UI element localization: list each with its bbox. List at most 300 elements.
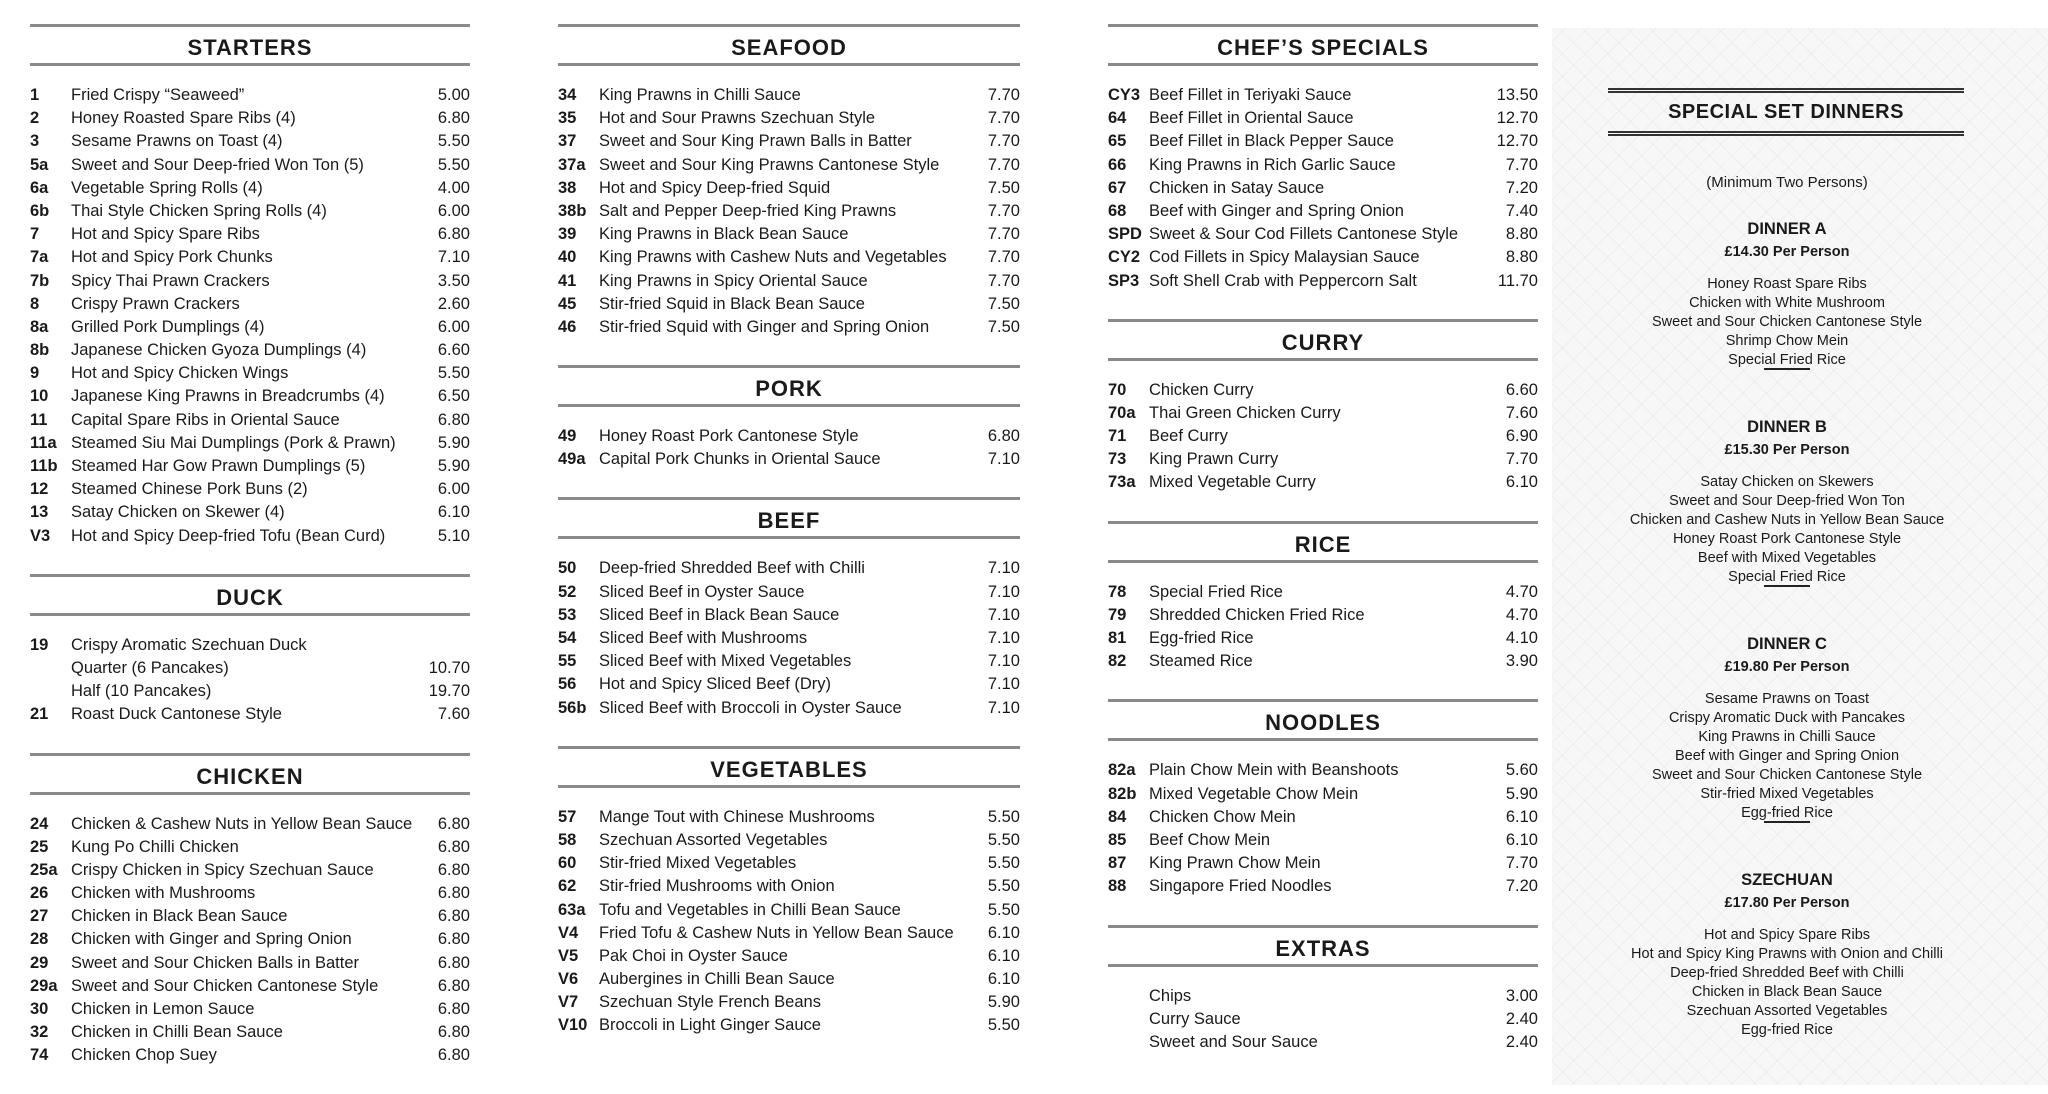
item-list bbox=[1108, 985, 1538, 1055]
item-number: 54 bbox=[558, 629, 577, 647]
menu-item bbox=[558, 968, 1020, 991]
menu-item bbox=[30, 680, 470, 703]
item-list bbox=[1108, 84, 1538, 293]
menu-item bbox=[30, 339, 470, 362]
item-number: 73 bbox=[1108, 450, 1127, 469]
set-dinners-subtitle: (Minimum Two Persons) bbox=[1706, 174, 1868, 191]
menu-item bbox=[558, 604, 1020, 627]
item-number: 35 bbox=[558, 109, 577, 128]
item-price: 7.70 bbox=[987, 201, 1020, 220]
menu-item bbox=[30, 952, 470, 975]
item-price: 2.40 bbox=[1505, 1009, 1538, 1028]
dinner-price: £19.80 Per Person bbox=[1724, 659, 1850, 675]
item-name: Mange Tout with Chinese Mushrooms bbox=[599, 807, 875, 826]
dinner-dish: Special Fried Rice bbox=[1728, 352, 1846, 368]
item-number: 85 bbox=[1108, 830, 1127, 849]
menu-item bbox=[1108, 627, 1538, 650]
menu-section bbox=[1108, 24, 1538, 293]
item-name: Szechuan Assorted Vegetables bbox=[599, 830, 828, 849]
item-number: 38b bbox=[558, 201, 587, 220]
item-name: Crispy Aromatic Szechuan Duck bbox=[71, 635, 307, 654]
item-price: 4.70 bbox=[1505, 582, 1538, 601]
item-number: 73a bbox=[1108, 473, 1136, 492]
item-price: 6.10 bbox=[1505, 807, 1538, 826]
menu-item bbox=[30, 293, 470, 316]
item-name: Capital Spare Ribs in Oriental Sauce bbox=[71, 410, 340, 429]
menu-item bbox=[30, 200, 470, 223]
item-name: Crispy Prawn Crackers bbox=[71, 294, 240, 313]
menu-item bbox=[558, 177, 1020, 200]
menu-item bbox=[1108, 200, 1538, 223]
item-list bbox=[558, 425, 1020, 471]
item-name: King Prawn Curry bbox=[1149, 450, 1279, 469]
item-name: Sliced Beef with Mushrooms bbox=[599, 629, 808, 647]
item-number: 57 bbox=[558, 807, 577, 826]
menu-section bbox=[558, 746, 1020, 1038]
item-price: 4.70 bbox=[1505, 605, 1538, 624]
menu-item bbox=[1108, 107, 1538, 130]
item-price: 5.90 bbox=[1505, 784, 1538, 803]
item-name: Plain Chow Mein with Beanshoots bbox=[1149, 761, 1399, 780]
item-name: Sliced Beef with Broccoli in Oyster Sauce bbox=[599, 698, 902, 717]
item-name: Beef with Ginger and Spring Onion bbox=[1149, 201, 1404, 220]
item-name: Sweet and Sour Sauce bbox=[1149, 1032, 1318, 1051]
item-number: 52 bbox=[558, 582, 577, 601]
item-name: Beef Fillet in Teriyaki Sauce bbox=[1149, 86, 1352, 104]
item-name: Steamed Siu Mai Dumplings (Pork & Prawn) bbox=[71, 433, 396, 452]
menu-item bbox=[558, 154, 1020, 177]
menu-item bbox=[30, 130, 470, 153]
dinner-name: SZECHUAN bbox=[1741, 871, 1833, 889]
menu-item bbox=[30, 84, 470, 107]
menu-item bbox=[30, 859, 470, 882]
item-price: 6.10 bbox=[987, 946, 1020, 965]
item-name: Hot and Sour Prawns Szechuan Style bbox=[599, 109, 876, 128]
item-price: 6.80 bbox=[437, 225, 470, 244]
item-list bbox=[558, 84, 1020, 339]
menu-item bbox=[30, 813, 470, 836]
item-name: Aubergines in Chilli Bean Sauce bbox=[599, 970, 835, 989]
item-name: Sweet and Sour King Prawns Cantonese Style bbox=[599, 155, 940, 174]
item-name: Hot and Spicy Sliced Beef (Dry) bbox=[599, 675, 832, 694]
item-number: 10 bbox=[30, 387, 49, 406]
dinner-dish: Special Fried Rice bbox=[1728, 569, 1846, 585]
menu-item bbox=[558, 852, 1020, 875]
item-price: 12.70 bbox=[1496, 132, 1538, 151]
item-name: Japanese Chicken Gyoza Dumplings (4) bbox=[71, 341, 367, 360]
item-price: 8.80 bbox=[1505, 225, 1538, 244]
item-list bbox=[30, 813, 470, 1068]
item-price: 5.50 bbox=[987, 1016, 1020, 1035]
item-name: Pak Choi in Oyster Sauce bbox=[599, 946, 788, 965]
menu-item bbox=[1108, 425, 1538, 448]
item-name: Sweet & Sour Cod Fillets Cantonese Style bbox=[1149, 225, 1459, 244]
menu-item bbox=[558, 270, 1020, 293]
item-number: 7b bbox=[30, 271, 50, 290]
item-price: 7.50 bbox=[987, 294, 1020, 313]
item-name: Salt and Pepper Deep-fried King Prawns bbox=[599, 201, 897, 220]
menu-item bbox=[30, 703, 470, 726]
menu-item bbox=[30, 362, 470, 385]
item-list bbox=[30, 634, 470, 727]
item-number: 53 bbox=[558, 605, 577, 624]
menu-item bbox=[558, 991, 1020, 1014]
item-price: 5.60 bbox=[1505, 761, 1538, 780]
item-price: 3.90 bbox=[1505, 652, 1538, 671]
menu-item bbox=[30, 634, 470, 657]
item-name: Sliced Beef with Mixed Vegetables bbox=[599, 652, 852, 671]
item-number: 66 bbox=[1108, 155, 1127, 174]
item-number: 8 bbox=[30, 294, 40, 313]
item-price: 6.80 bbox=[437, 1046, 470, 1065]
item-number: 38 bbox=[558, 178, 577, 197]
item-number: 9 bbox=[30, 364, 40, 383]
item-name: King Prawns in Chilli Sauce bbox=[599, 86, 801, 104]
item-name: Broccoli in Light Ginger Sauce bbox=[599, 1016, 821, 1035]
menu-item bbox=[1108, 759, 1538, 782]
item-number: 11 bbox=[30, 410, 48, 429]
dinner-dish: Beef with Ginger and Spring Onion bbox=[1674, 748, 1900, 764]
item-number: SPD bbox=[1108, 225, 1142, 244]
menu-item bbox=[30, 223, 470, 246]
section-heading: PORK bbox=[558, 365, 1020, 407]
item-name: King Prawns in Rich Garlic Sauce bbox=[1149, 155, 1396, 174]
item-price: 5.50 bbox=[987, 877, 1020, 896]
item-name: Beef Curry bbox=[1149, 427, 1228, 446]
dinner-dish: Honey Roast Spare Ribs bbox=[1707, 276, 1867, 292]
item-list bbox=[1108, 379, 1538, 495]
item-number: 71 bbox=[1108, 427, 1127, 446]
item-price: 5.50 bbox=[987, 807, 1020, 826]
item-name: Deep-fried Shredded Beef with Chilli bbox=[599, 559, 865, 578]
item-price: 7.10 bbox=[987, 675, 1020, 694]
section-heading: SEAFOOD bbox=[558, 24, 1020, 66]
item-price: 6.60 bbox=[1505, 380, 1538, 399]
menu-item bbox=[558, 922, 1020, 945]
menu-item bbox=[1108, 875, 1538, 898]
dinner-dish: King Prawns in Chilli Sauce bbox=[1698, 729, 1876, 745]
item-name: Curry Sauce bbox=[1149, 1009, 1241, 1028]
item-number: 5a bbox=[30, 155, 49, 174]
item-number: 11b bbox=[30, 457, 58, 475]
item-name: Fried Crispy “Seaweed” bbox=[71, 86, 245, 104]
menu-column-2 bbox=[558, 24, 1020, 1064]
item-number: 50 bbox=[558, 559, 577, 578]
menu-item bbox=[1108, 604, 1538, 627]
dinner-divider bbox=[1764, 585, 1810, 587]
item-name: Chicken in Lemon Sauce bbox=[71, 1000, 255, 1018]
item-number: 29a bbox=[30, 976, 58, 995]
item-price: 5.50 bbox=[987, 830, 1020, 849]
item-name: King Prawns in Spicy Oriental Sauce bbox=[599, 271, 868, 290]
menu-item bbox=[558, 223, 1020, 246]
item-number: CY2 bbox=[1108, 248, 1141, 267]
item-number: 32 bbox=[30, 1023, 49, 1042]
menu-item bbox=[1108, 581, 1538, 604]
item-price: 7.10 bbox=[987, 629, 1020, 647]
dinner-dish: Egg-fried Rice bbox=[1741, 1022, 1833, 1038]
section-heading: CHICKEN bbox=[30, 753, 470, 795]
menu-section bbox=[1108, 319, 1538, 495]
menu-item bbox=[30, 177, 470, 200]
item-name: Cod Fillets in Spicy Malaysian Sauce bbox=[1149, 248, 1420, 267]
menu-item bbox=[30, 246, 470, 269]
item-name: Satay Chicken on Skewer (4) bbox=[71, 503, 285, 522]
item-price: 7.10 bbox=[987, 605, 1020, 624]
item-number: 81 bbox=[1108, 629, 1127, 647]
item-price: 5.50 bbox=[437, 132, 470, 151]
item-number: 78 bbox=[1108, 582, 1127, 601]
item-number: 64 bbox=[1108, 109, 1127, 128]
item-price: 2.60 bbox=[437, 294, 470, 313]
menu-item bbox=[558, 557, 1020, 580]
item-number: 58 bbox=[558, 830, 577, 849]
item-name: Steamed Chinese Pork Buns (2) bbox=[71, 480, 308, 499]
menu-item bbox=[558, 806, 1020, 829]
item-number: 49a bbox=[558, 450, 586, 469]
item-number: 40 bbox=[558, 248, 577, 267]
item-price: 13.50 bbox=[1496, 86, 1538, 104]
menu-item bbox=[1108, 270, 1538, 293]
item-price: 6.10 bbox=[987, 923, 1020, 942]
item-price: 11.70 bbox=[1497, 271, 1538, 290]
dinner-dish: Crispy Aromatic Duck with Pancakes bbox=[1668, 710, 1906, 726]
item-name: Stir-fried Squid in Black Bean Sauce bbox=[599, 294, 865, 313]
item-name: Sliced Beef in Black Bean Sauce bbox=[599, 605, 840, 624]
item-number: 24 bbox=[30, 814, 49, 833]
menu-item bbox=[558, 627, 1020, 650]
menu-item bbox=[1108, 1008, 1538, 1031]
item-number: 27 bbox=[30, 907, 49, 926]
dinner-dish: Shrimp Chow Mein bbox=[1725, 333, 1849, 349]
item-name: Mixed Vegetable Curry bbox=[1149, 473, 1316, 492]
item-price: 3.50 bbox=[437, 271, 470, 290]
item-price: 5.90 bbox=[987, 993, 1020, 1012]
dinner-dish: Chicken and Cashew Nuts in Yellow Bean Sauce bbox=[1629, 512, 1945, 528]
menu-item bbox=[30, 657, 470, 680]
item-price: 3.00 bbox=[1505, 986, 1538, 1005]
item-price: 6.00 bbox=[437, 480, 470, 499]
item-name: Half (10 Pancakes) bbox=[71, 682, 212, 701]
item-name: Steamed Har Gow Prawn Dumplings (5) bbox=[71, 457, 366, 475]
item-price: 6.80 bbox=[437, 976, 470, 995]
menu-item bbox=[1108, 130, 1538, 153]
menu-section bbox=[558, 497, 1020, 719]
item-number: 55 bbox=[558, 652, 577, 671]
dinner-price: £14.30 Per Person bbox=[1724, 244, 1850, 260]
dinner-divider bbox=[1764, 368, 1810, 370]
dinner-dish: Sesame Prawns on Toast bbox=[1704, 691, 1870, 707]
item-name: Spicy Thai Prawn Crackers bbox=[71, 271, 270, 290]
item-name: Sweet and Sour King Prawn Balls in Batter bbox=[599, 132, 912, 151]
item-price: 5.10 bbox=[437, 526, 470, 545]
menu-item bbox=[30, 1021, 470, 1044]
item-name: Chips bbox=[1149, 986, 1192, 1005]
menu-item bbox=[558, 673, 1020, 696]
dinner-divider bbox=[1764, 821, 1810, 823]
item-price: 6.80 bbox=[437, 860, 470, 879]
item-name: Crispy Chicken in Spicy Szechuan Sauce bbox=[71, 860, 374, 879]
item-name: Stir-fried Mushrooms with Onion bbox=[599, 877, 835, 896]
menu-item bbox=[30, 154, 470, 177]
item-number: 7 bbox=[30, 225, 40, 244]
menu-section bbox=[558, 24, 1020, 339]
item-name: Hot and Spicy Chicken Wings bbox=[71, 364, 289, 383]
item-number: 68 bbox=[1108, 201, 1127, 220]
menu-item bbox=[558, 945, 1020, 968]
menu-item bbox=[1108, 471, 1538, 494]
dinner-dish: Honey Roast Pork Cantonese Style bbox=[1672, 531, 1902, 547]
dinner-dish: Chicken with White Mushroom bbox=[1689, 295, 1885, 311]
item-price: 7.60 bbox=[437, 705, 470, 724]
item-number: CY3 bbox=[1108, 86, 1141, 104]
item-list bbox=[1108, 581, 1538, 674]
menu-item bbox=[558, 697, 1020, 720]
item-number: 88 bbox=[1108, 877, 1127, 896]
item-name: King Prawns in Black Bean Sauce bbox=[599, 225, 849, 244]
item-number: 11a bbox=[30, 433, 57, 452]
item-number: 60 bbox=[558, 854, 577, 873]
item-name: Honey Roast Pork Cantonese Style bbox=[599, 427, 859, 446]
item-name: Thai Style Chicken Spring Rolls (4) bbox=[71, 201, 327, 220]
item-number: 2 bbox=[30, 109, 40, 128]
item-name: Szechuan Style French Beans bbox=[599, 993, 821, 1012]
item-number: 29 bbox=[30, 953, 49, 972]
item-price: 6.80 bbox=[437, 930, 470, 949]
item-price: 6.10 bbox=[987, 970, 1020, 989]
menu-item bbox=[1108, 650, 1538, 673]
menu-item bbox=[30, 975, 470, 998]
item-price: 6.80 bbox=[437, 907, 470, 926]
item-number: 70 bbox=[1108, 380, 1127, 399]
menu-item bbox=[1108, 806, 1538, 829]
item-number: 12 bbox=[30, 480, 49, 499]
menu-item bbox=[1108, 985, 1538, 1008]
item-name: Capital Pork Chunks in Oriental Sauce bbox=[599, 450, 881, 469]
item-price: 6.10 bbox=[1505, 830, 1538, 849]
section-heading: STARTERS bbox=[30, 24, 470, 66]
dinner-name: DINNER B bbox=[1747, 418, 1827, 436]
dinner-dish: Hot and Spicy Spare Ribs bbox=[1703, 927, 1871, 943]
item-price: 5.00 bbox=[437, 86, 470, 104]
item-number: V10 bbox=[558, 1016, 588, 1035]
item-number: V5 bbox=[558, 946, 579, 965]
menu-item bbox=[558, 581, 1020, 604]
item-number: 7a bbox=[30, 248, 49, 267]
menu-item bbox=[1108, 829, 1538, 852]
item-name: Fried Tofu & Cashew Nuts in Yellow Bean Sauce bbox=[599, 923, 954, 942]
item-number: V6 bbox=[558, 970, 579, 989]
menu-item bbox=[1108, 154, 1538, 177]
item-number: 28 bbox=[30, 930, 49, 949]
item-name: Soft Shell Crab with Peppercorn Salt bbox=[1149, 271, 1417, 290]
item-number: 49 bbox=[558, 427, 577, 446]
item-number: 67 bbox=[1108, 178, 1127, 197]
menu-item bbox=[1108, 852, 1538, 875]
dinner-dish: Sweet and Sour Chicken Cantonese Style bbox=[1651, 767, 1923, 783]
menu-item bbox=[1108, 246, 1538, 269]
set-dinners-title: SPECIAL SET DINNERS bbox=[1608, 88, 1964, 136]
dinner-dish: Sweet and Sour Chicken Cantonese Style bbox=[1651, 314, 1923, 330]
item-price: 6.80 bbox=[437, 109, 470, 128]
item-number: V7 bbox=[558, 993, 579, 1012]
section-heading: CHEF’S SPECIALS bbox=[1108, 24, 1538, 66]
item-name: Stir-fried Mixed Vegetables bbox=[599, 854, 797, 873]
item-list bbox=[558, 806, 1020, 1038]
item-number: 82b bbox=[1108, 784, 1137, 803]
menu-item bbox=[558, 448, 1020, 471]
item-number: 25 bbox=[30, 837, 49, 856]
item-name: Vegetable Spring Rolls (4) bbox=[71, 178, 263, 197]
menu-item bbox=[30, 905, 470, 928]
menu-item bbox=[558, 425, 1020, 448]
item-price: 12.70 bbox=[1496, 109, 1538, 128]
item-name: Sliced Beef in Oyster Sauce bbox=[599, 582, 805, 601]
item-name: Egg-fried Rice bbox=[1149, 629, 1254, 647]
section-heading: RICE bbox=[1108, 521, 1538, 563]
dinner-price: £15.30 Per Person bbox=[1724, 442, 1850, 458]
menu-item bbox=[1108, 379, 1538, 402]
menu-item bbox=[558, 107, 1020, 130]
menu-item bbox=[558, 875, 1020, 898]
item-price: 8.80 bbox=[1505, 248, 1538, 267]
item-name: Beef Chow Mein bbox=[1149, 830, 1271, 849]
item-price: 5.90 bbox=[437, 433, 470, 452]
dinner-name: DINNER C bbox=[1747, 635, 1827, 653]
section-heading: EXTRAS bbox=[1108, 925, 1538, 967]
item-price: 7.50 bbox=[987, 317, 1020, 336]
item-list bbox=[30, 84, 470, 548]
item-name: Hot and Spicy Deep-fried Tofu (Bean Curd) bbox=[71, 526, 386, 545]
menu-item bbox=[1108, 402, 1538, 425]
menu-item bbox=[30, 478, 470, 501]
dinner-block bbox=[1552, 217, 2022, 370]
item-name: Tofu and Vegetables in Chilli Bean Sauce bbox=[599, 900, 901, 919]
item-name: Kung Po Chilli Chicken bbox=[71, 837, 239, 856]
item-name: Singapore Fried Noodles bbox=[1149, 877, 1332, 896]
item-name: Special Fried Rice bbox=[1149, 582, 1283, 601]
menu-column-1 bbox=[30, 24, 470, 1094]
item-name: Hot and Spicy Pork Chunks bbox=[71, 248, 273, 267]
menu-item bbox=[30, 455, 470, 478]
item-price: 10.70 bbox=[428, 658, 470, 677]
item-number: 82a bbox=[1108, 761, 1136, 780]
menu-item bbox=[30, 1044, 470, 1067]
item-name: Chicken with Mushrooms bbox=[71, 884, 256, 903]
item-name: Sweet and Sour Chicken Balls in Batter bbox=[71, 953, 359, 972]
item-price: 2.40 bbox=[1505, 1032, 1538, 1051]
item-price: 7.70 bbox=[987, 225, 1020, 244]
item-price: 7.70 bbox=[987, 109, 1020, 128]
item-number: SP3 bbox=[1108, 271, 1140, 290]
item-name: Sweet and Sour Chicken Cantonese Style bbox=[71, 976, 379, 995]
item-name: King Prawns with Cashew Nuts and Vegetables bbox=[599, 248, 947, 267]
item-price: 6.80 bbox=[437, 837, 470, 856]
item-price: 7.50 bbox=[987, 178, 1020, 197]
item-price: 7.10 bbox=[987, 698, 1020, 717]
dinner-block bbox=[1552, 632, 2022, 823]
item-price: 6.80 bbox=[437, 953, 470, 972]
item-price: 7.70 bbox=[987, 248, 1020, 267]
item-name: Thai Green Chicken Curry bbox=[1149, 403, 1341, 422]
menu-item bbox=[1108, 448, 1538, 471]
item-price: 5.90 bbox=[437, 457, 470, 475]
item-name: Grilled Pork Dumplings (4) bbox=[71, 317, 265, 336]
item-name: Beef Fillet in Oriental Sauce bbox=[1149, 109, 1354, 128]
menu-item bbox=[1108, 177, 1538, 200]
item-name: Mixed Vegetable Chow Mein bbox=[1149, 784, 1359, 803]
item-name: Chicken & Cashew Nuts in Yellow Bean Sauce bbox=[71, 814, 413, 833]
